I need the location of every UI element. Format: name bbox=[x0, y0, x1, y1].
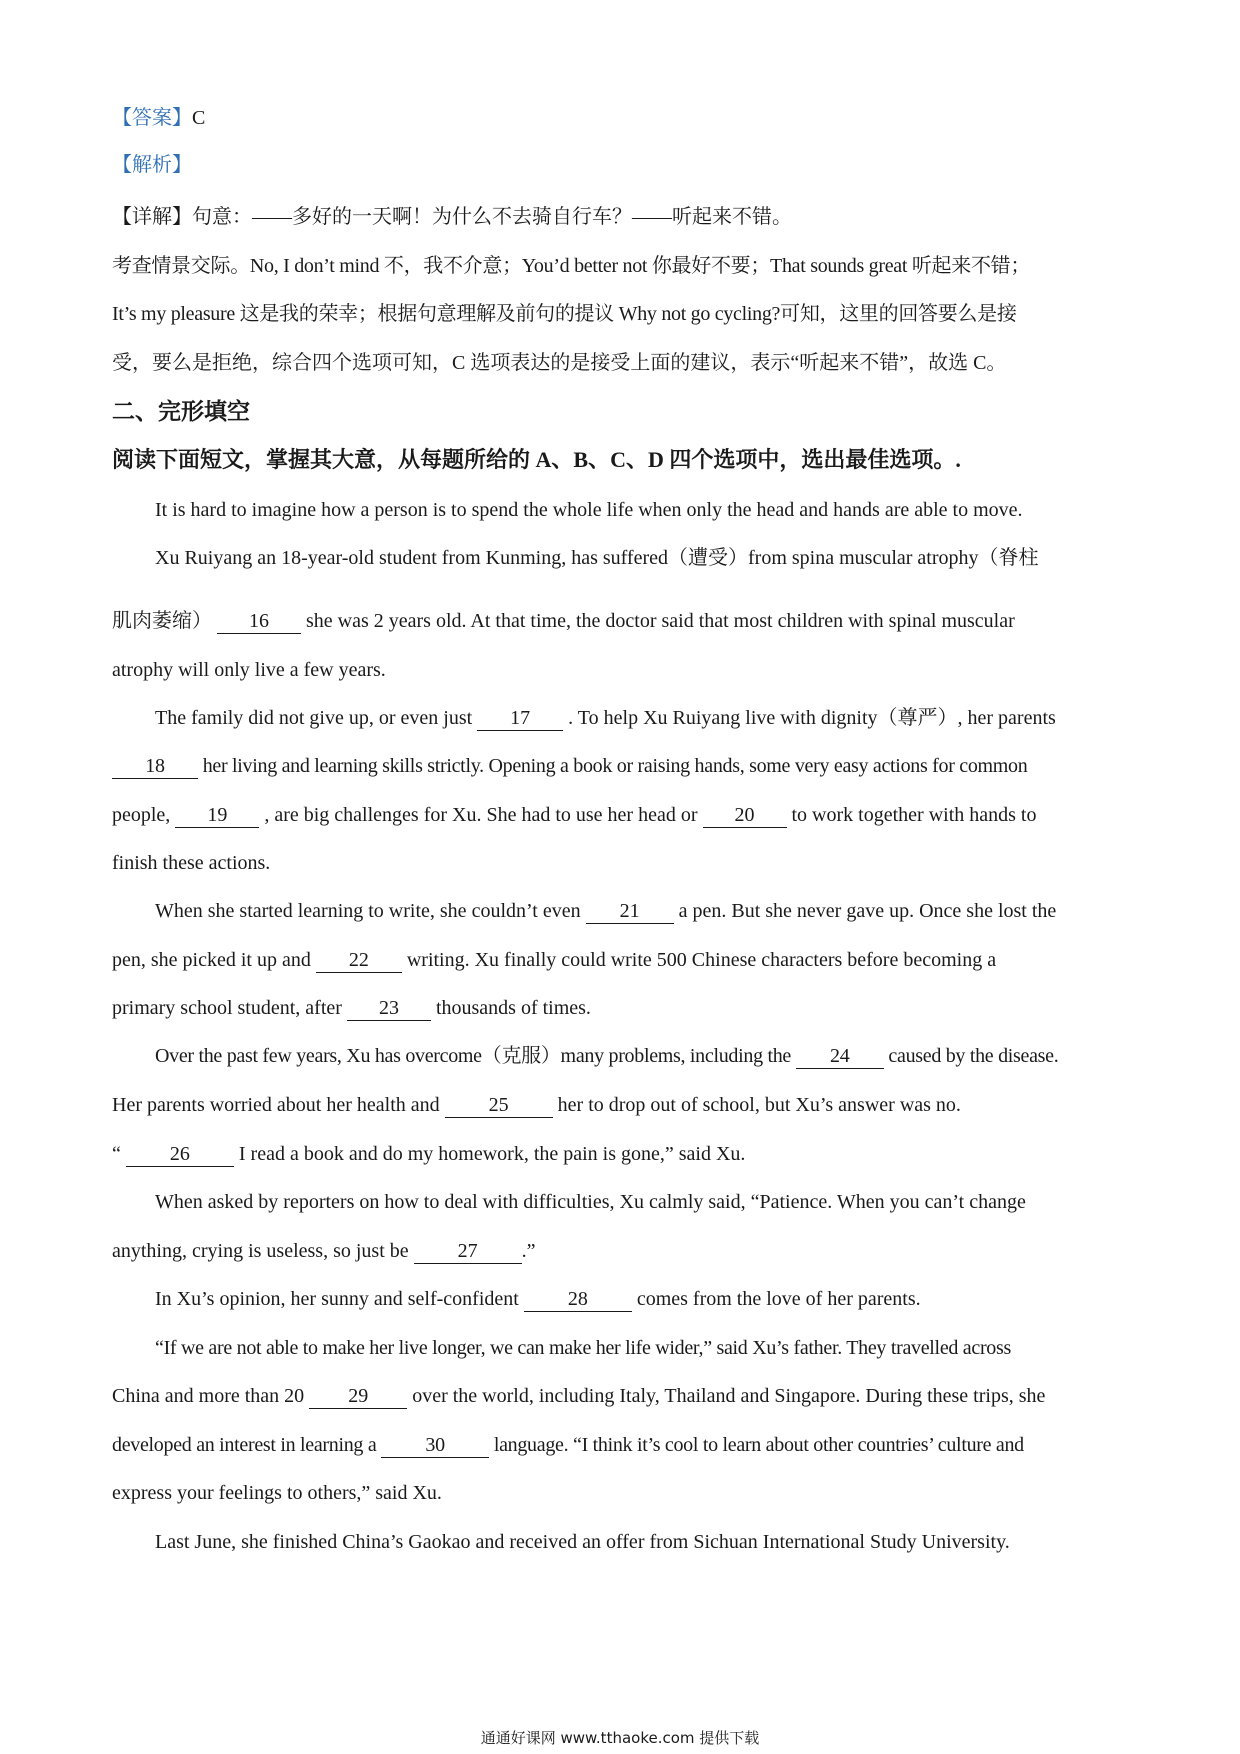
detail-line-1 bbox=[112, 203, 792, 231]
blank-26[interactable]: 26 bbox=[126, 1142, 234, 1167]
text-fragment: her to drop out of school, but Xu’s answer was no. bbox=[557, 1094, 961, 1116]
blank-17[interactable]: 17 bbox=[477, 706, 563, 731]
blank-30[interactable]: 30 bbox=[381, 1433, 489, 1458]
passage-p2-line1: Xu Ruiyang an 18-year-old student from Kunming, has suffered（遭受）from spina muscular atrophy（脊柱 bbox=[155, 547, 1039, 569]
analysis-line bbox=[112, 151, 192, 179]
detail-line-3: It’s my pleasure 这是我的荣幸；根据句意理解及前句的提议 Why not go cycling?可知，这里的回答要么是接 bbox=[112, 303, 1017, 325]
text-fragment: comes from the love of her parents. bbox=[636, 1288, 921, 1310]
passage-p8-line4: express your feelings to others,” said Xu. bbox=[112, 1482, 442, 1504]
passage-p8-line3 bbox=[112, 1431, 1024, 1459]
passage-p8-line2 bbox=[112, 1382, 1045, 1410]
text-fragment: .” bbox=[521, 1240, 536, 1262]
passage-p9: Last June, she finished China’s Gaokao and received an offer from Sichuan International Study University. bbox=[155, 1531, 1010, 1553]
detail-text-1: 句意：——多好的一天啊！为什么不去骑自行车？——听起来不错。 bbox=[192, 206, 792, 228]
blank-23[interactable]: 23 bbox=[347, 996, 431, 1021]
blank-16[interactable]: 16 bbox=[217, 609, 301, 634]
blank-25[interactable]: 25 bbox=[445, 1093, 553, 1118]
text-fragment: she was 2 years old. At that time, the doctor said that most children with spinal muscular bbox=[306, 610, 1015, 632]
detail-line-2: 考查情景交际。No, I don’t mind 不，我不介意；You’d better not 你最好不要；That sounds great 听起来不错； bbox=[112, 255, 1031, 277]
passage-p7 bbox=[155, 1285, 921, 1313]
passage-p5-line3 bbox=[112, 1140, 745, 1168]
text-fragment: her living and learning skills strictly. Opening a book or raising hands, some very easy actions for common bbox=[202, 755, 1028, 777]
detail-line-4: 受，要么是拒绝，综合四个选项可知，C 选项表达的是接受上面的建议，表示“听起来不错”，故选 C。 bbox=[112, 352, 1007, 374]
section-title: 二、完形填空 bbox=[112, 399, 250, 424]
detail-tag: 【详解】 bbox=[112, 206, 192, 228]
passage-p2-line3: atrophy will only live a few years. bbox=[112, 659, 386, 681]
answer-tag: 【答案】 bbox=[112, 107, 192, 129]
text-fragment: writing. Xu finally could write 500 Chinese characters before becoming a bbox=[406, 949, 997, 971]
text-fragment: Over the past few years, Xu has overcome（克服）many problems, including the bbox=[155, 1045, 792, 1067]
passage-p6-line1: When asked by reporters on how to deal with difficulties, Xu calmly said, “Patience. When you can’t change bbox=[155, 1191, 1026, 1213]
blank-27[interactable]: 27 bbox=[414, 1239, 522, 1264]
text-fragment: “ bbox=[112, 1143, 121, 1165]
passage-p8-line1: “If we are not able to make her live longer, we can make her life wider,” said Xu’s father. They travelled across bbox=[155, 1337, 1011, 1359]
answer-value: C bbox=[192, 107, 206, 129]
page-footer: 通通好课网 www.tthaoke.com 提供下载 bbox=[480, 1729, 760, 1747]
passage-p5-line2 bbox=[112, 1091, 961, 1119]
blank-19[interactable]: 19 bbox=[175, 803, 259, 828]
text-fragment: developed an interest in learning a bbox=[112, 1434, 377, 1456]
analysis-tag: 【解析】 bbox=[112, 154, 192, 176]
passage-p3-line2 bbox=[112, 752, 1027, 780]
text-fragment: pen, she picked it up and bbox=[112, 949, 311, 971]
text-fragment: In Xu’s opinion, her sunny and self-confident bbox=[155, 1288, 519, 1310]
passage-p4-line2 bbox=[112, 946, 996, 974]
text-fragment: The family did not give up, or even just bbox=[155, 707, 473, 729]
blank-18[interactable]: 18 bbox=[112, 754, 198, 779]
text-fragment: . To help Xu Ruiyang live with dignity（尊严）, her parents bbox=[568, 707, 1056, 729]
passage-p5-line1 bbox=[155, 1042, 1058, 1070]
passage-p3-line3 bbox=[112, 801, 1036, 829]
text-fragment: caused by the disease. bbox=[888, 1045, 1059, 1067]
passage-p2-line2 bbox=[112, 607, 1015, 635]
text-fragment: people, bbox=[112, 804, 171, 826]
text-fragment: over the world, including Italy, Thailand and Singapore. During these trips, she bbox=[412, 1385, 1046, 1407]
text-fragment: When she started learning to write, she couldn’t even bbox=[155, 900, 581, 922]
blank-28[interactable]: 28 bbox=[524, 1287, 632, 1312]
text-fragment: Her parents worried about her health and bbox=[112, 1094, 440, 1116]
passage-p1: It is hard to imagine how a person is to spend the whole life when only the head and hands are able to move. bbox=[155, 499, 1023, 521]
passage-p6-line2 bbox=[112, 1237, 536, 1265]
blank-22[interactable]: 22 bbox=[316, 948, 402, 973]
answer-line bbox=[112, 104, 205, 132]
text-fragment: primary school student, after bbox=[112, 997, 342, 1019]
blank-20[interactable]: 20 bbox=[703, 803, 787, 828]
text-fragment: , are big challenges for Xu. She had to use her head or bbox=[264, 804, 698, 826]
text-fragment: 肌肉萎缩） bbox=[112, 610, 212, 632]
blank-29[interactable]: 29 bbox=[309, 1384, 407, 1409]
text-fragment: to work together with hands to bbox=[791, 804, 1037, 826]
text-fragment: China and more than 20 bbox=[112, 1385, 305, 1407]
passage-p3-line4: finish these actions. bbox=[112, 852, 271, 874]
section-instruction: 阅读下面短文，掌握其大意，从每题所给的 A、B、C、D 四个选项中，选出最佳选项。. bbox=[112, 447, 961, 472]
passage-p4-line3 bbox=[112, 994, 591, 1022]
blank-21[interactable]: 21 bbox=[586, 899, 674, 924]
text-fragment: anything, crying is useless, so just be bbox=[112, 1240, 409, 1262]
text-fragment: language. “I think it’s cool to learn about other countries’ culture and bbox=[493, 1434, 1024, 1456]
text-fragment: I read a book and do my homework, the pain is gone,” said Xu. bbox=[238, 1143, 746, 1165]
blank-24[interactable]: 24 bbox=[796, 1044, 884, 1069]
text-fragment: thousands of times. bbox=[435, 997, 591, 1019]
passage-p4-line1 bbox=[155, 897, 1056, 925]
passage-p3-line1 bbox=[155, 704, 1056, 732]
text-fragment: a pen. But she never gave up. Once she lost the bbox=[678, 900, 1057, 922]
